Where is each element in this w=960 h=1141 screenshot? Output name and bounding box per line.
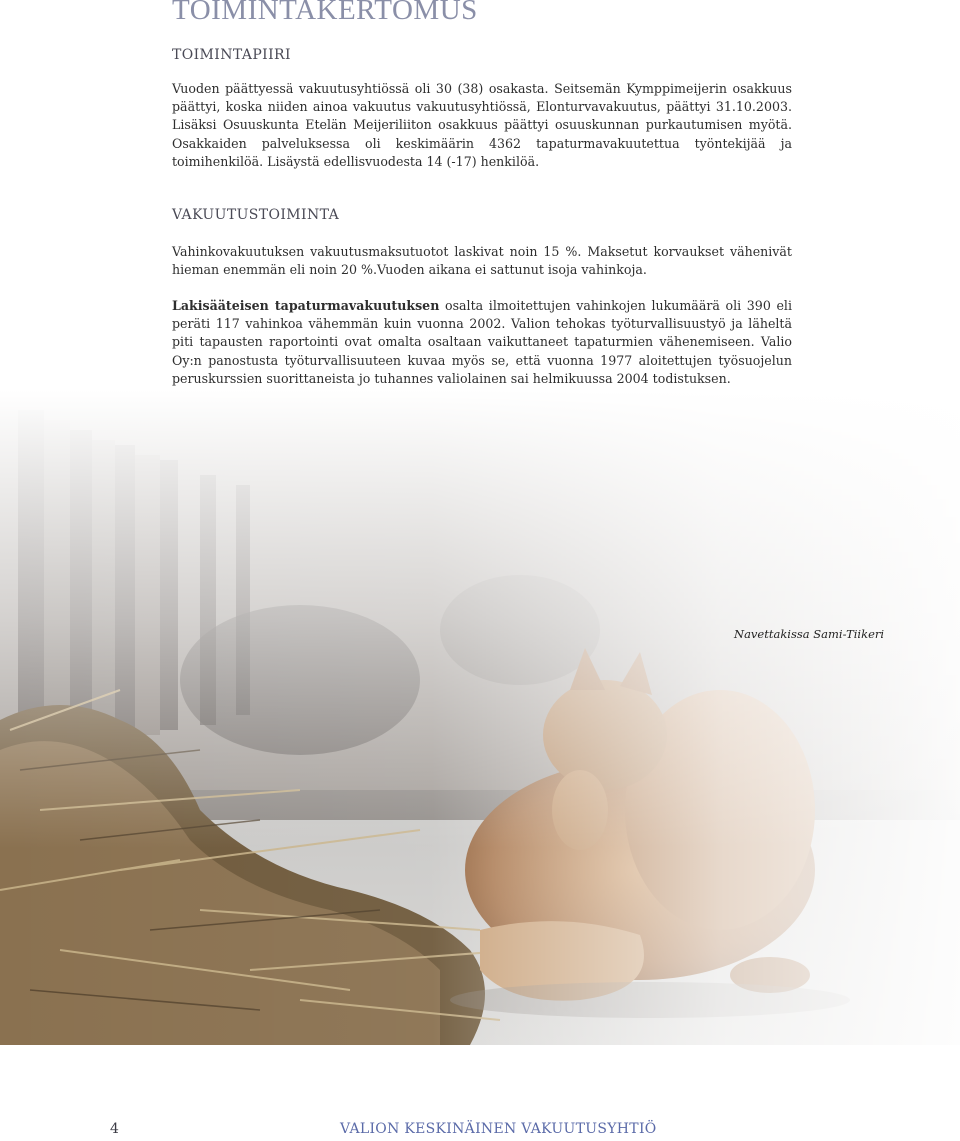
page-title: TOIMINTAKERTOMUS [172,0,478,26]
footer-company-name: VALION KESKINÄINEN VAKUUTUSYHTIÖ [340,1121,657,1137]
paragraph-accident-insurance [172,297,792,388]
barn-cat-photo [0,390,960,1045]
photo-caption: Navettakissa Sami-Tiikeri [734,627,885,641]
section-heading-toimintapiiri: TOIMINTAPIIRI [172,47,291,63]
section-heading-vakuutustoiminta: VAKUUTUSTOIMINTA [172,207,340,223]
page-number: 4 [110,1121,119,1137]
paragraph-accident-insurance-lead: Lakisääteisen tapaturmavakuutuksen [172,298,440,313]
paragraph-toimintapiiri: Vuoden päättyessä vakuutusyhtiössä oli 30 (38) osakasta. Seitsemän Kymppimeijerin osakkuus päättyi, koska niiden ainoa vakuutus vakuutusyhtiössä, Elonturvavakuutus, päättyi 31.10.2003. Lisäksi Osuuskunta Etelän Meijeriliiton osakkuus päättyi osuuskunnan purkautumisen myötä. Osakkaiden palveluksessa oli keskimäärin 4362 tapaturmavakuutettua työntekijää ja toimihenkilöä. Lisäystä edellisvuodesta 14 (-17) henkilöä. [172,81,792,169]
paragraph-premiums: Vahinkovakuutuksen vakuutusmaksutuotot laskivat noin 15 %. Maksetut korvaukset vähenivät hieman enemmän eli noin 20 %.Vuoden aikana ei sattunut isoja vahinkoja. [172,244,792,278]
paragraph-accident-insurance-body: osalta ilmoitettujen vahinkojen lukumäärä oli 390 eli peräti 117 vahinkoa vähemmän kuin vuonna 2002. Valion tehokas työturvallisuustyö ja läheltä piti tapausten raportointi ovat omalta osaltaan vaikuttaneet tapaturmien vähenemiseen. Valio Oy:n panostusta työturvallisuuteen kuvaa myös se, että vuonna 1977 aloitettujen työsuojelun peruskurssien suorittaneista jo tuhannes valiolainen sai helmikuussa 2004 todistuksen. [172,298,792,386]
